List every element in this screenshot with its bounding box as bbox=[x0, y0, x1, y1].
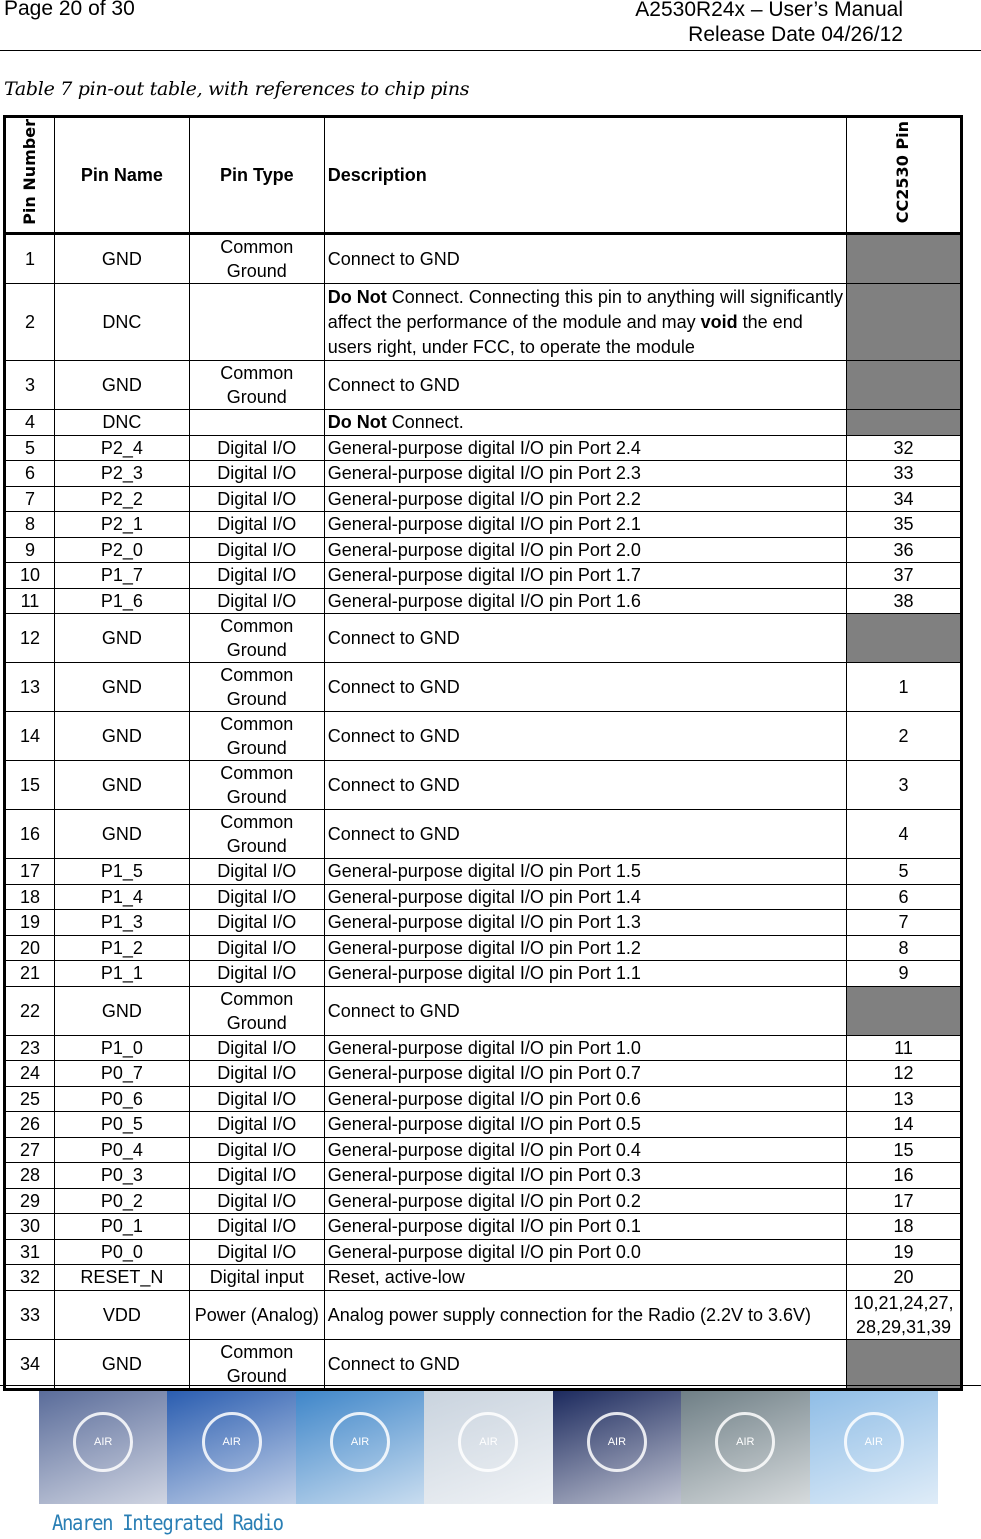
pin-type-cell: Digital I/O bbox=[189, 588, 324, 614]
cc2530-pin-cell: 2 bbox=[846, 712, 961, 761]
description-text: Connect to GND bbox=[327, 628, 460, 648]
table-row bbox=[5, 663, 962, 712]
description-cell bbox=[324, 663, 846, 712]
pin-name-cell: P2_0 bbox=[54, 537, 189, 563]
description-cell bbox=[324, 1239, 846, 1265]
cc2530-pin-cell: 3 bbox=[846, 761, 961, 810]
pin-type-cell: Common Ground bbox=[189, 234, 324, 284]
table-row bbox=[5, 935, 962, 961]
table-row bbox=[5, 435, 962, 461]
banner-tile bbox=[296, 1391, 424, 1504]
air-logo-icon: AIR bbox=[458, 1412, 518, 1472]
column-header-cc2530-pin: CC2530 Pin bbox=[846, 117, 961, 234]
description-text: Connect to GND bbox=[327, 1000, 460, 1021]
description-cell bbox=[324, 859, 846, 885]
pin-name-cell: P0_1 bbox=[54, 1214, 189, 1240]
pin-type-cell: Common Ground bbox=[189, 663, 324, 712]
pin-number-cell: 9 bbox=[5, 537, 55, 563]
page-number: Page 20 of 30 bbox=[4, 0, 135, 20]
cc2530-pin-cell: 15 bbox=[846, 1137, 961, 1163]
description-text: General-purpose digital I/O pin Port 1.3 bbox=[327, 912, 641, 933]
document-title: A2530R24x – User’s Manual bbox=[635, 0, 903, 21]
description-text: General-purpose digital I/O pin Port 0.1 bbox=[327, 1216, 641, 1237]
table-row bbox=[5, 884, 962, 910]
air-logo-icon: AIR bbox=[715, 1412, 775, 1472]
description-text: Connect to GND bbox=[327, 1353, 460, 1374]
pin-name-cell: P0_7 bbox=[54, 1061, 189, 1087]
description-text: Connect to GND bbox=[327, 775, 460, 795]
description-text: General-purpose digital I/O pin Port 0.7 bbox=[327, 1063, 641, 1084]
description-cell bbox=[324, 935, 846, 961]
table-caption: Table 7 pin-out table, with references to chip pins bbox=[4, 78, 470, 100]
pin-number-cell: 19 bbox=[5, 910, 55, 936]
pin-number-cell: 4 bbox=[5, 410, 55, 436]
cc2530-pin-cell: 38 bbox=[846, 588, 961, 614]
banner-tile bbox=[553, 1391, 681, 1504]
description-cell bbox=[324, 884, 846, 910]
pin-number-cell: 22 bbox=[5, 986, 55, 1035]
pin-type-cell: Digital I/O bbox=[189, 512, 324, 538]
pin-type-cell: Digital I/O bbox=[189, 884, 324, 910]
pin-name-cell: GND bbox=[54, 234, 189, 284]
pin-number-cell: 28 bbox=[5, 1163, 55, 1189]
description-cell bbox=[324, 1112, 846, 1138]
description-cell bbox=[324, 486, 846, 512]
anaren-banner-image bbox=[39, 1391, 938, 1504]
description-cell bbox=[324, 537, 846, 563]
pin-name-cell: P2_4 bbox=[54, 435, 189, 461]
pin-type-cell: Digital I/O bbox=[189, 961, 324, 987]
description-cell bbox=[324, 986, 846, 1035]
table-row bbox=[5, 512, 962, 538]
pin-number-cell: 15 bbox=[5, 761, 55, 810]
description-text: Connect. bbox=[386, 412, 464, 433]
cc2530-pin-cell: 20 bbox=[846, 1265, 961, 1291]
description-cell bbox=[324, 1086, 846, 1112]
description-text: General-purpose digital I/O pin Port 0.5 bbox=[327, 1114, 641, 1135]
pin-type-cell: Common Ground bbox=[189, 986, 324, 1035]
pin-type-cell: Digital input bbox=[189, 1265, 324, 1291]
description-cell bbox=[324, 512, 846, 538]
pin-type-cell: Digital I/O bbox=[189, 1035, 324, 1061]
pin-number-cell: 16 bbox=[5, 810, 55, 859]
description-cell bbox=[324, 435, 846, 461]
pin-number-cell: 27 bbox=[5, 1137, 55, 1163]
cc2530-pin-cell bbox=[846, 986, 961, 1035]
pin-number-cell: 18 bbox=[5, 884, 55, 910]
pin-number-cell: 23 bbox=[5, 1035, 55, 1061]
pin-name-cell: P1_1 bbox=[54, 961, 189, 987]
table-row bbox=[5, 537, 962, 563]
pin-type-cell: Digital I/O bbox=[189, 1239, 324, 1265]
table-row bbox=[5, 410, 962, 436]
cc2530-pin-cell: 34 bbox=[846, 486, 961, 512]
description-emphasis: Do Not bbox=[327, 412, 387, 433]
description-cell bbox=[324, 588, 846, 614]
table-row bbox=[5, 588, 962, 614]
table-row bbox=[5, 1214, 962, 1240]
description-text: General-purpose digital I/O pin Port 1.6 bbox=[327, 590, 641, 611]
cc2530-pin-cell: 4 bbox=[846, 810, 961, 859]
table-row bbox=[5, 910, 962, 936]
cc2530-pin-cell: 10,21,24,27, 28,29,31,39 bbox=[846, 1290, 961, 1339]
cc2530-pin-cell bbox=[846, 1339, 961, 1389]
pin-number-cell: 17 bbox=[5, 859, 55, 885]
column-header-pin-type: Pin Type bbox=[189, 117, 324, 234]
pin-name-cell: P2_1 bbox=[54, 512, 189, 538]
pin-number-cell: 2 bbox=[5, 284, 55, 361]
description-text: General-purpose digital I/O pin Port 2.3 bbox=[327, 463, 641, 484]
table-row bbox=[5, 234, 962, 284]
column-header-pin-number: Pin Number bbox=[5, 117, 55, 234]
table-row bbox=[5, 712, 962, 761]
description-emphasis: Do Not bbox=[327, 286, 387, 307]
cc2530-pin-cell bbox=[846, 234, 961, 284]
pin-type-cell: Digital I/O bbox=[189, 1214, 324, 1240]
pin-type-cell: Digital I/O bbox=[189, 910, 324, 936]
banner-tile bbox=[424, 1391, 552, 1504]
pin-name-cell: P2_3 bbox=[54, 461, 189, 487]
description-text: General-purpose digital I/O pin Port 0.2 bbox=[327, 1190, 641, 1211]
cc2530-pin-cell: 16 bbox=[846, 1163, 961, 1189]
pin-name-cell: P1_3 bbox=[54, 910, 189, 936]
pin-type-cell: Digital I/O bbox=[189, 1163, 324, 1189]
description-text: Connect to GND bbox=[327, 375, 460, 395]
pin-number-cell: 30 bbox=[5, 1214, 55, 1240]
cc2530-pin-cell: 1 bbox=[846, 663, 961, 712]
description-text: General-purpose digital I/O pin Port 0.0 bbox=[327, 1241, 641, 1262]
table-row bbox=[5, 1137, 962, 1163]
table-row bbox=[5, 284, 962, 361]
column-header-description: Description bbox=[324, 117, 846, 234]
description-text: General-purpose digital I/O pin Port 0.6 bbox=[327, 1088, 641, 1109]
description-emphasis: void bbox=[700, 311, 738, 332]
description-text: General-purpose digital I/O pin Port 1.7 bbox=[327, 565, 641, 586]
pin-type-cell: Digital I/O bbox=[189, 486, 324, 512]
table-row bbox=[5, 1290, 962, 1339]
description-cell bbox=[324, 461, 846, 487]
pin-number-cell: 1 bbox=[5, 234, 55, 284]
table-row bbox=[5, 859, 962, 885]
table-row bbox=[5, 614, 962, 663]
cc2530-pin-cell: 19 bbox=[846, 1239, 961, 1265]
pin-name-cell: P0_0 bbox=[54, 1239, 189, 1265]
pin-number-cell: 3 bbox=[5, 361, 55, 410]
pin-name-cell: P1_5 bbox=[54, 859, 189, 885]
pin-type-cell: Common Ground bbox=[189, 1339, 324, 1389]
pin-type-cell: Digital I/O bbox=[189, 1061, 324, 1087]
banner-tile bbox=[681, 1391, 809, 1504]
air-logo-icon: AIR bbox=[73, 1412, 133, 1472]
pin-name-cell: P0_6 bbox=[54, 1086, 189, 1112]
air-logo-icon: AIR bbox=[330, 1412, 390, 1472]
description-text: General-purpose digital I/O pin Port 1.4 bbox=[327, 886, 641, 907]
description-text: General-purpose digital I/O pin Port 1.0 bbox=[327, 1037, 641, 1058]
air-logo-icon: AIR bbox=[844, 1412, 904, 1472]
pin-type-cell: Digital I/O bbox=[189, 1137, 324, 1163]
pin-number-cell: 31 bbox=[5, 1239, 55, 1265]
description-cell bbox=[324, 1214, 846, 1240]
description-text: Connect to GND bbox=[327, 824, 460, 844]
pin-type-cell: Digital I/O bbox=[189, 1188, 324, 1214]
pin-number-cell: 29 bbox=[5, 1188, 55, 1214]
cc2530-pin-cell: 7 bbox=[846, 910, 961, 936]
table-row bbox=[5, 1265, 962, 1291]
pin-number-cell: 33 bbox=[5, 1290, 55, 1339]
pin-type-cell: Digital I/O bbox=[189, 1112, 324, 1138]
pin-type-cell: Common Ground bbox=[189, 810, 324, 859]
table-row bbox=[5, 761, 962, 810]
table-row bbox=[5, 1239, 962, 1265]
pin-number-cell: 24 bbox=[5, 1061, 55, 1087]
pin-name-cell: GND bbox=[54, 614, 189, 663]
pin-name-cell: P1_6 bbox=[54, 588, 189, 614]
description-cell bbox=[324, 563, 846, 589]
description-cell bbox=[324, 1163, 846, 1189]
pin-type-cell bbox=[189, 410, 324, 436]
description-cell bbox=[324, 1137, 846, 1163]
pin-number-cell: 7 bbox=[5, 486, 55, 512]
pin-name-cell: GND bbox=[54, 1339, 189, 1389]
footer-divider bbox=[0, 1385, 981, 1386]
pin-number-cell: 14 bbox=[5, 712, 55, 761]
header-divider bbox=[0, 50, 981, 51]
cc2530-pin-cell: 12 bbox=[846, 1061, 961, 1087]
pin-name-cell: RESET_N bbox=[54, 1265, 189, 1291]
table-row bbox=[5, 361, 962, 410]
pinout-table bbox=[3, 115, 963, 1391]
cc2530-pin-cell bbox=[846, 361, 961, 410]
pin-name-cell: GND bbox=[54, 663, 189, 712]
cc2530-pin-cell: 8 bbox=[846, 935, 961, 961]
pin-type-cell: Digital I/O bbox=[189, 461, 324, 487]
pin-type-cell: Digital I/O bbox=[189, 537, 324, 563]
pin-name-cell: P0_2 bbox=[54, 1188, 189, 1214]
cc2530-pin-cell: 14 bbox=[846, 1112, 961, 1138]
description-text: General-purpose digital I/O pin Port 2.2 bbox=[327, 488, 641, 509]
table-row bbox=[5, 1035, 962, 1061]
pin-name-cell: GND bbox=[54, 361, 189, 410]
banner-tile bbox=[39, 1391, 167, 1504]
pin-name-cell: P1_7 bbox=[54, 563, 189, 589]
table-row bbox=[5, 1086, 962, 1112]
description-text: General-purpose digital I/O pin Port 2.1 bbox=[327, 514, 641, 535]
description-text: Reset, active-low bbox=[327, 1267, 465, 1288]
pin-name-cell: GND bbox=[54, 986, 189, 1035]
pin-type-cell: Power (Analog) bbox=[189, 1290, 324, 1339]
banner-tile bbox=[167, 1391, 295, 1504]
description-text: General-purpose digital I/O pin Port 2.0 bbox=[327, 539, 641, 560]
air-logo-icon: AIR bbox=[587, 1412, 647, 1472]
table-row bbox=[5, 810, 962, 859]
description-cell bbox=[324, 361, 846, 410]
description-cell bbox=[324, 712, 846, 761]
pin-number-cell: 32 bbox=[5, 1265, 55, 1291]
cc2530-pin-cell: 11 bbox=[846, 1035, 961, 1061]
pin-name-cell: P1_4 bbox=[54, 884, 189, 910]
description-text: Analog power supply connection for the Radio (2.2V to 3.6V) bbox=[327, 1304, 812, 1325]
cc2530-pin-cell: 18 bbox=[846, 1214, 961, 1240]
air-logo-icon: AIR bbox=[202, 1412, 262, 1472]
pin-name-cell: DNC bbox=[54, 410, 189, 436]
cc2530-pin-cell bbox=[846, 284, 961, 361]
document-header bbox=[635, 0, 903, 47]
pin-name-cell: GND bbox=[54, 712, 189, 761]
pin-type-cell: Common Ground bbox=[189, 761, 324, 810]
pin-name-cell: VDD bbox=[54, 1290, 189, 1339]
cc2530-pin-cell bbox=[846, 410, 961, 436]
cc2530-pin-cell: 13 bbox=[846, 1086, 961, 1112]
cc2530-pin-cell: 37 bbox=[846, 563, 961, 589]
pin-number-cell: 11 bbox=[5, 588, 55, 614]
pin-type-cell: Common Ground bbox=[189, 361, 324, 410]
table-row bbox=[5, 961, 962, 987]
description-cell bbox=[324, 961, 846, 987]
pin-number-cell: 20 bbox=[5, 935, 55, 961]
pin-name-cell: P0_4 bbox=[54, 1137, 189, 1163]
pin-type-cell: Digital I/O bbox=[189, 563, 324, 589]
table-row bbox=[5, 1188, 962, 1214]
pin-name-cell: P1_0 bbox=[54, 1035, 189, 1061]
pin-name-cell: GND bbox=[54, 761, 189, 810]
pin-name-cell: P0_3 bbox=[54, 1163, 189, 1189]
cc2530-pin-cell: 33 bbox=[846, 461, 961, 487]
description-cell bbox=[324, 1061, 846, 1087]
table-row bbox=[5, 1061, 962, 1087]
description-cell bbox=[324, 614, 846, 663]
description-cell bbox=[324, 910, 846, 936]
table-row bbox=[5, 1339, 962, 1389]
pin-type-cell: Digital I/O bbox=[189, 435, 324, 461]
pin-number-cell: 13 bbox=[5, 663, 55, 712]
pin-type-cell: Digital I/O bbox=[189, 859, 324, 885]
cc2530-pin-cell: 32 bbox=[846, 435, 961, 461]
pin-number-cell: 26 bbox=[5, 1112, 55, 1138]
description-cell bbox=[324, 1339, 846, 1389]
pin-type-cell bbox=[189, 284, 324, 361]
pin-type-cell: Digital I/O bbox=[189, 935, 324, 961]
pin-number-cell: 10 bbox=[5, 563, 55, 589]
description-text: Connect to GND bbox=[327, 249, 460, 269]
pin-type-cell: Digital I/O bbox=[189, 1086, 324, 1112]
pin-number-cell: 34 bbox=[5, 1339, 55, 1389]
description-text: General-purpose digital I/O pin Port 0.3 bbox=[327, 1165, 641, 1186]
description-text: General-purpose digital I/O pin Port 1.5 bbox=[327, 861, 641, 882]
description-cell bbox=[324, 1188, 846, 1214]
cc2530-pin-cell: 9 bbox=[846, 961, 961, 987]
description-cell bbox=[324, 234, 846, 284]
pin-number-cell: 6 bbox=[5, 461, 55, 487]
description-cell bbox=[324, 1290, 846, 1339]
description-text: Connect to GND bbox=[327, 726, 460, 746]
banner-tile bbox=[810, 1391, 938, 1504]
pin-number-cell: 25 bbox=[5, 1086, 55, 1112]
cc2530-pin-cell: 17 bbox=[846, 1188, 961, 1214]
description-cell bbox=[324, 410, 846, 436]
pin-number-cell: 12 bbox=[5, 614, 55, 663]
pin-name-cell: P0_5 bbox=[54, 1112, 189, 1138]
table-row bbox=[5, 486, 962, 512]
pin-name-cell: P2_2 bbox=[54, 486, 189, 512]
table-row bbox=[5, 563, 962, 589]
description-text: the end users right, under FCC, to operate the module bbox=[327, 311, 803, 357]
table-row bbox=[5, 986, 962, 1035]
pin-type-cell: Common Ground bbox=[189, 712, 324, 761]
description-text: General-purpose digital I/O pin Port 1.2 bbox=[327, 937, 641, 958]
brand-name: Anaren Integrated Radio bbox=[52, 1511, 283, 1535]
pin-number-cell: 8 bbox=[5, 512, 55, 538]
cc2530-pin-cell: 6 bbox=[846, 884, 961, 910]
cc2530-pin-cell: 35 bbox=[846, 512, 961, 538]
pin-name-cell: DNC bbox=[54, 284, 189, 361]
description-cell bbox=[324, 284, 846, 361]
pin-number-cell: 21 bbox=[5, 961, 55, 987]
description-cell bbox=[324, 1035, 846, 1061]
table-row bbox=[5, 1163, 962, 1189]
description-text: General-purpose digital I/O pin Port 0.4 bbox=[327, 1139, 641, 1160]
description-cell bbox=[324, 810, 846, 859]
column-header-pin-name: Pin Name bbox=[54, 117, 189, 234]
description-text: General-purpose digital I/O pin Port 2.4 bbox=[327, 437, 641, 458]
release-date: Release Date 04/26/12 bbox=[688, 23, 903, 46]
description-cell bbox=[324, 761, 846, 810]
pin-name-cell: P1_2 bbox=[54, 935, 189, 961]
description-cell bbox=[324, 1265, 846, 1291]
table-header-row bbox=[5, 117, 962, 234]
description-text: Connect. Connecting this pin to anything will significantly affect the performance of the module and may bbox=[327, 286, 843, 332]
cc2530-pin-cell bbox=[846, 614, 961, 663]
pin-number-cell: 5 bbox=[5, 435, 55, 461]
pin-type-cell: Common Ground bbox=[189, 614, 324, 663]
table-row bbox=[5, 461, 962, 487]
description-text: Connect to GND bbox=[327, 677, 460, 697]
description-text: General-purpose digital I/O pin Port 1.1 bbox=[327, 963, 641, 984]
pin-name-cell: GND bbox=[54, 810, 189, 859]
table-row bbox=[5, 1112, 962, 1138]
cc2530-pin-cell: 36 bbox=[846, 537, 961, 563]
cc2530-pin-cell: 5 bbox=[846, 859, 961, 885]
